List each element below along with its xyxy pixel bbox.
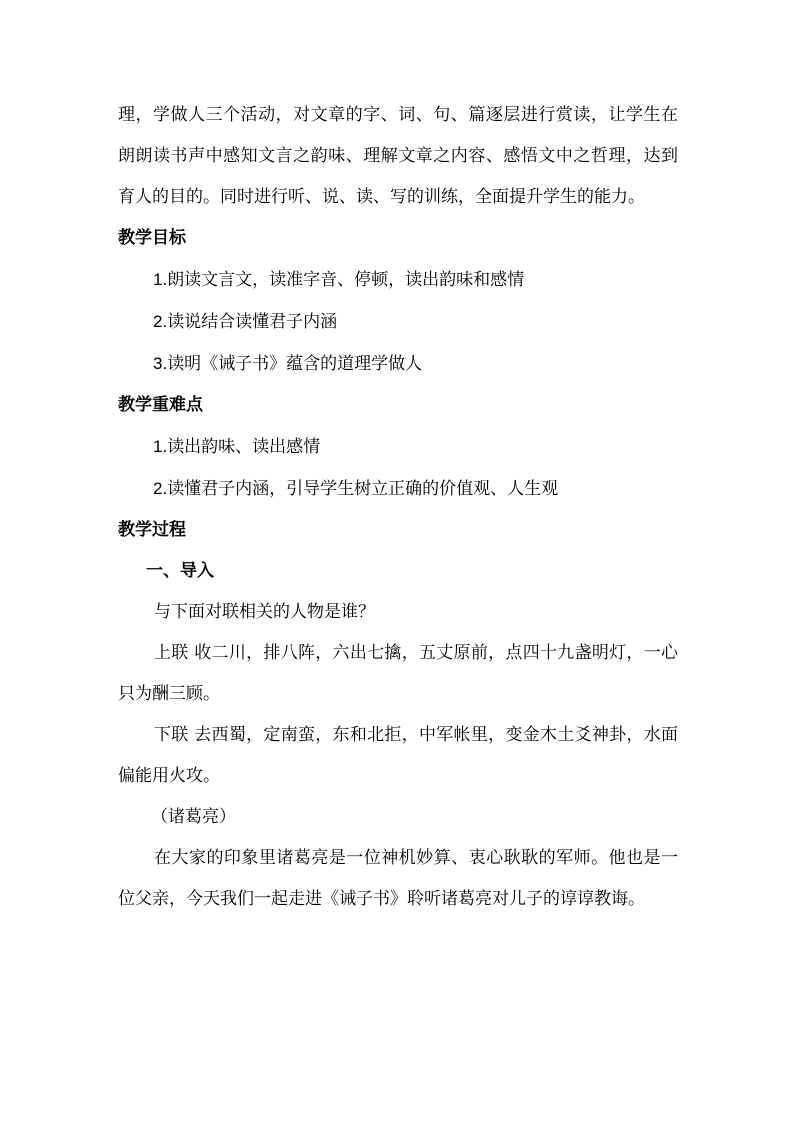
objective-text: 朗读文言文，读准字音、停顿，读出韵味和感情 bbox=[167, 270, 525, 290]
lower-couplet: 下联 去西蜀，定南蛮，东和北拒，中军帐里，变金木土爻神卦，水面偏能用火攻。 bbox=[118, 725, 678, 786]
document-body bbox=[118, 95, 678, 920]
key-point-item bbox=[118, 426, 678, 468]
objective-item bbox=[118, 301, 678, 343]
key-point-text: 读出韵味、读出感情 bbox=[167, 437, 321, 457]
key-point-text: 读懂君子内涵，引导学生树立正确的价值观、人生观 bbox=[167, 479, 559, 499]
objective-number: 1. bbox=[153, 270, 168, 289]
upper-couplet: 上联 收二川，排八阵，六出七擒，五丈原前，点四十九盏明灯，一心只为酬三顾。 bbox=[118, 643, 678, 704]
objective-item bbox=[118, 259, 678, 301]
key-point-item bbox=[118, 468, 678, 510]
objectives-heading: 教学目标 bbox=[118, 228, 186, 248]
closing-paragraph: 在大家的印象里诸葛亮是一位神机妙算、衷心耿耿的军师。他也是一位父亲，今天我们一起走进《诫子书》聆听诸葛亮对儿子的谆谆教诲。 bbox=[118, 848, 678, 909]
process-heading: 教学过程 bbox=[118, 520, 186, 540]
key-points-heading: 教学重难点 bbox=[118, 395, 203, 415]
intro-paragraph: 理，学做人三个活动，对文章的字、词、句、篇逐层进行赏读，让学生在朗朗读书声中感知文言之韵味、理解文章之内容、感悟文中之哲理，达到育人的目的。同时进行听、说、读、写的训练，全面提升学生的能力。 bbox=[118, 105, 678, 207]
objective-text: 读明《诫子书》蕴含的道理学做人 bbox=[167, 354, 423, 374]
section-title-intro: 一、导入 bbox=[146, 561, 214, 581]
objective-item bbox=[118, 343, 678, 385]
objective-text: 读说结合读懂君子内涵 bbox=[167, 312, 338, 332]
key-point-number: 2. bbox=[153, 479, 168, 498]
objective-number: 2. bbox=[153, 312, 168, 331]
couplet-answer: （诸葛亮） bbox=[151, 807, 236, 827]
couplet-question: 与下面对联相关的人物是谁？ bbox=[154, 602, 375, 622]
key-point-number: 1. bbox=[153, 437, 168, 456]
objective-number: 3. bbox=[153, 354, 168, 373]
